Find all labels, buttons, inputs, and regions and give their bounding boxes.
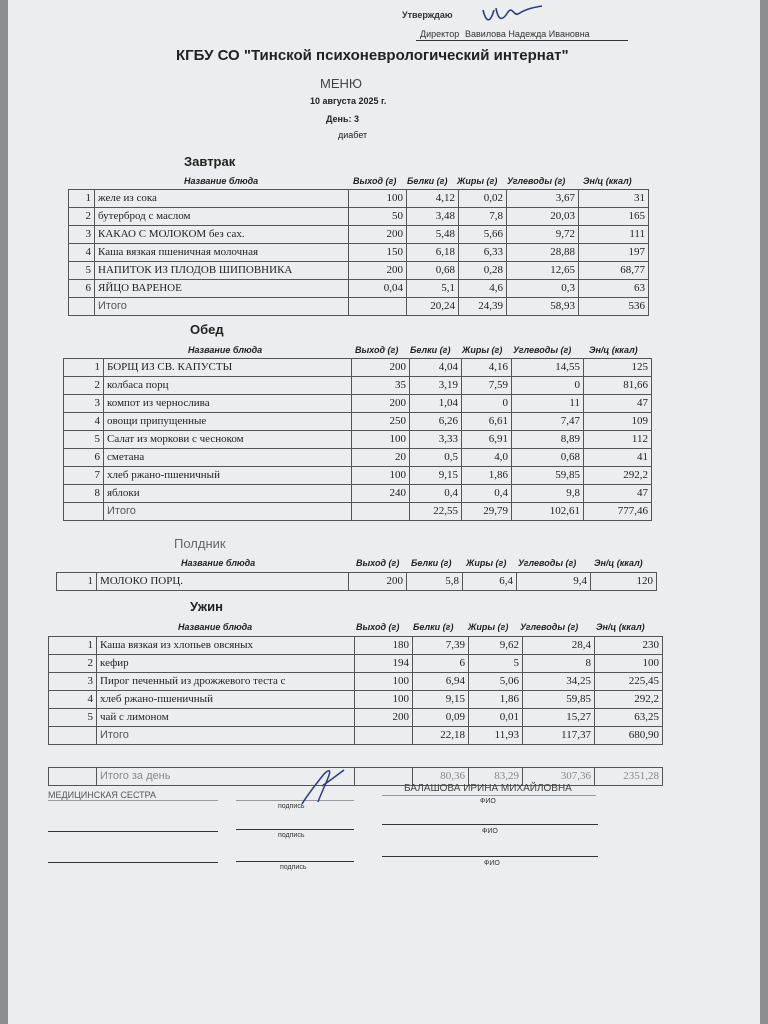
day-total-fat: 83,29: [469, 768, 523, 786]
dish-name: Каша вязкая пшеничная молочная: [95, 244, 349, 262]
table-row: [64, 413, 652, 431]
total-fat: 11,93: [469, 727, 523, 745]
menu-date: 10 августа 2025 г.: [310, 96, 387, 106]
yield-value: 100: [352, 467, 410, 485]
dish-name: овощи припущенные: [104, 413, 352, 431]
protein-value: 4,12: [407, 190, 459, 208]
fat-value: 7,8: [459, 208, 507, 226]
energy-value: 292,2: [584, 467, 652, 485]
yield-value: 100: [355, 673, 413, 691]
energy-value: 197: [579, 244, 649, 262]
table-row: [69, 226, 649, 244]
yield-value: 200: [352, 359, 410, 377]
dish-name: колбаса порц: [104, 377, 352, 395]
nurse-signature-icon: [298, 766, 348, 808]
nurse-role: МЕДИЦИНСКАЯ СЕСТРА: [48, 790, 157, 800]
protein-value: 5,48: [407, 226, 459, 244]
fat-value: 0,01: [469, 709, 523, 727]
table-row: [69, 244, 649, 262]
fat-value: 6,33: [459, 244, 507, 262]
breakfast-title: Завтрак: [184, 154, 236, 169]
fat-value: 5,06: [469, 673, 523, 691]
table-row: [64, 485, 652, 503]
yield-value: 35: [352, 377, 410, 395]
total-carbs: 102,61: [512, 503, 584, 521]
dish-name: чай с лимоном: [97, 709, 355, 727]
yield-value: 194: [355, 655, 413, 673]
carbs-value: 9,8: [512, 485, 584, 503]
carbs-value: 28,88: [507, 244, 579, 262]
yield-value: 180: [355, 637, 413, 655]
row2-name-line: [382, 824, 598, 825]
protein-value: 6,26: [410, 413, 462, 431]
snack-column-headers: Название блюда Выход (г) Белки (г) Жиры (г) Углеводы (г) Эн/ц (ккал): [181, 558, 643, 568]
breakfast-column-headers: Название блюда Выход (г) Белки (г) Жиры (г) Углеводы (г) Эн/ц (ккал): [184, 176, 632, 186]
nurse-fio-caption: ФИО: [480, 798, 496, 805]
fat-value: 4,0: [462, 449, 512, 467]
row-number: 1: [64, 359, 104, 377]
lunch-title: Обед: [190, 322, 224, 337]
dish-name: БОРЩ ИЗ СВ. КАПУСТЫ: [104, 359, 352, 377]
approval-underline: [416, 40, 628, 41]
row-number: 7: [64, 467, 104, 485]
protein-value: 5,8: [407, 573, 463, 591]
nurse-name-line: [382, 795, 596, 796]
menu-day: День: 3: [326, 114, 359, 124]
total-protein: 22,55: [410, 503, 462, 521]
carbs-value: 0,3: [507, 280, 579, 298]
dish-name: Салат из моркови с чесноком: [104, 431, 352, 449]
total-fat: 29,79: [462, 503, 512, 521]
dish-name: компот из чернослива: [104, 395, 352, 413]
row-number: 1: [57, 573, 97, 591]
document-sheet: [8, 0, 760, 1024]
total-fat: 24,39: [459, 298, 507, 316]
day-total-energy: 2351,28: [595, 768, 663, 786]
carbs-value: 0,68: [512, 449, 584, 467]
fat-value: 9,62: [469, 637, 523, 655]
protein-value: 6,18: [407, 244, 459, 262]
total-row: [69, 298, 649, 316]
table-row: [64, 431, 652, 449]
dinner-title: Ужин: [190, 599, 223, 614]
protein-value: 9,15: [413, 691, 469, 709]
protein-value: 5,1: [407, 280, 459, 298]
total-energy: 536: [579, 298, 649, 316]
yield-value: 20: [352, 449, 410, 467]
yield-value: 100: [355, 691, 413, 709]
dinner-column-headers: Название блюда Выход (г) Белки (г) Жиры (г) Углеводы (г) Эн/ц (ккал): [178, 622, 645, 632]
energy-value: 31: [579, 190, 649, 208]
dish-name: ЯЙЦО ВАРЕНОЕ: [95, 280, 349, 298]
row3-fio-caption: ФИО: [484, 860, 500, 867]
yield-value: 200: [349, 262, 407, 280]
protein-value: 7,39: [413, 637, 469, 655]
row-number: 1: [49, 637, 97, 655]
dish-name: хлеб ржано-пшеничный: [104, 467, 352, 485]
dish-name: МОЛОКО ПОРЦ.: [97, 573, 349, 591]
total-label: Итого: [104, 503, 352, 521]
dish-name: яблоки: [104, 485, 352, 503]
total-protein: 22,18: [413, 727, 469, 745]
yield-value: 200: [352, 395, 410, 413]
energy-value: 81,66: [584, 377, 652, 395]
protein-value: 3,33: [410, 431, 462, 449]
energy-value: 68,77: [579, 262, 649, 280]
energy-value: 111: [579, 226, 649, 244]
dish-name: КАКАО С МОЛОКОМ без сах.: [95, 226, 349, 244]
row-number: 6: [64, 449, 104, 467]
total-carbs: 58,93: [507, 298, 579, 316]
protein-value: 0,5: [410, 449, 462, 467]
menu-title: МЕНЮ: [320, 76, 363, 91]
carbs-value: 3,67: [507, 190, 579, 208]
yield-value: 240: [352, 485, 410, 503]
fat-value: 0,28: [459, 262, 507, 280]
energy-value: 112: [584, 431, 652, 449]
row-number: 5: [49, 709, 97, 727]
diet-label: диабет: [338, 130, 368, 140]
carbs-value: 12,65: [507, 262, 579, 280]
row2-sign-caption: подпись: [278, 832, 305, 839]
row-number: 3: [64, 395, 104, 413]
row-number: 2: [64, 377, 104, 395]
protein-value: 0,68: [407, 262, 459, 280]
protein-value: 0,4: [410, 485, 462, 503]
carbs-value: 59,85: [512, 467, 584, 485]
table-row: [64, 395, 652, 413]
table-row: [69, 262, 649, 280]
protein-value: 6: [413, 655, 469, 673]
snack-table: [56, 572, 657, 591]
row3-name-line: [382, 856, 598, 857]
energy-value: 120: [591, 573, 657, 591]
carbs-value: 59,85: [523, 691, 595, 709]
total-energy: 777,46: [584, 503, 652, 521]
carbs-value: 7,47: [512, 413, 584, 431]
total-energy: 680,90: [595, 727, 663, 745]
row3-sign-line: [236, 861, 354, 862]
day-total-protein: 80,36: [413, 768, 469, 786]
director-role: Директор: [420, 29, 460, 39]
lunch-column-headers: Название блюда Выход (г) Белки (г) Жиры (г) Углеводы (г) Эн/ц (ккал): [188, 345, 638, 355]
energy-value: 109: [584, 413, 652, 431]
table-row: [49, 691, 663, 709]
row-number: 5: [64, 431, 104, 449]
fat-value: 5,66: [459, 226, 507, 244]
carbs-value: 8: [523, 655, 595, 673]
dish-name: сметана: [104, 449, 352, 467]
yield-value: 100: [352, 431, 410, 449]
energy-value: 100: [595, 655, 663, 673]
fat-value: 6,61: [462, 413, 512, 431]
row-number: 3: [69, 226, 95, 244]
fat-value: 7,59: [462, 377, 512, 395]
energy-value: 292,2: [595, 691, 663, 709]
fat-value: 1,86: [469, 691, 523, 709]
protein-value: 0,09: [413, 709, 469, 727]
day-total-label: Итого за день: [97, 768, 355, 786]
dish-name: НАПИТОК ИЗ ПЛОДОВ ШИПОВНИКА: [95, 262, 349, 280]
nurse-role-line: [48, 800, 218, 801]
dinner-table: [48, 636, 663, 745]
row-number: 3: [49, 673, 97, 691]
yield-value: 250: [352, 413, 410, 431]
carbs-value: 11: [512, 395, 584, 413]
energy-value: 63,25: [595, 709, 663, 727]
fat-value: 6,91: [462, 431, 512, 449]
yield-value: 200: [349, 226, 407, 244]
row-number: 2: [69, 208, 95, 226]
dish-name: желе из сока: [95, 190, 349, 208]
row-number: 6: [69, 280, 95, 298]
table-row: [69, 208, 649, 226]
yield-value: 200: [349, 573, 407, 591]
energy-value: 63: [579, 280, 649, 298]
fat-value: 0,4: [462, 485, 512, 503]
energy-value: 165: [579, 208, 649, 226]
row-number: 2: [49, 655, 97, 673]
carbs-value: 9,4: [517, 573, 591, 591]
row2-fio-caption: ФИО: [482, 828, 498, 835]
yield-value: 0,04: [349, 280, 407, 298]
carbs-value: 8,89: [512, 431, 584, 449]
carbs-value: 34,25: [523, 673, 595, 691]
carbs-value: 15,27: [523, 709, 595, 727]
dish-name: Каша вязкая из хлопьев овсяных: [97, 637, 355, 655]
table-row: [49, 637, 663, 655]
table-row: [64, 449, 652, 467]
snack-title: Полдник: [174, 536, 226, 551]
energy-value: 125: [584, 359, 652, 377]
approval-label: Утверждаю: [402, 10, 453, 20]
fat-value: 0,02: [459, 190, 507, 208]
protein-value: 3,19: [410, 377, 462, 395]
yield-value: 200: [355, 709, 413, 727]
total-label: Итого: [97, 727, 355, 745]
total-row: [49, 727, 663, 745]
table-row: [64, 377, 652, 395]
protein-value: 4,04: [410, 359, 462, 377]
protein-value: 3,48: [407, 208, 459, 226]
row-number: 4: [69, 244, 95, 262]
table-row: [64, 467, 652, 485]
row-number: 4: [49, 691, 97, 709]
table-row: [69, 280, 649, 298]
total-protein: 20,24: [407, 298, 459, 316]
nurse-sign-caption: подпись: [278, 803, 305, 810]
dish-name: Пирог печенный из дрожжевого теста с: [97, 673, 355, 691]
protein-value: 6,94: [413, 673, 469, 691]
row-number: 8: [64, 485, 104, 503]
row-number: 1: [69, 190, 95, 208]
protein-value: 1,04: [410, 395, 462, 413]
organization-title: КГБУ СО "Тинской психоневрологический интернат": [176, 47, 569, 64]
table-row: [64, 359, 652, 377]
row3-role-line: [48, 862, 218, 863]
director-name: Вавилова Надежда Ивановна: [465, 29, 590, 39]
dish-name: хлеб ржано-пшеничный: [97, 691, 355, 709]
carbs-value: 9,72: [507, 226, 579, 244]
energy-value: 41: [584, 449, 652, 467]
table-row: [57, 573, 657, 591]
nurse-name: БАЛАШОВА ИРИНА МИХАЙЛОВНА: [404, 783, 572, 794]
total-carbs: 117,37: [523, 727, 595, 745]
table-row: [49, 709, 663, 727]
carbs-value: 28,4: [523, 637, 595, 655]
director-signature-icon: [478, 2, 548, 30]
energy-value: 47: [584, 485, 652, 503]
fat-value: 0: [462, 395, 512, 413]
fat-value: 5: [469, 655, 523, 673]
yield-value: 100: [349, 190, 407, 208]
fat-value: 1,86: [462, 467, 512, 485]
dish-name: кефир: [97, 655, 355, 673]
row-number: 5: [69, 262, 95, 280]
row2-role-line: [48, 831, 218, 832]
dish-name: бутерброд с маслом: [95, 208, 349, 226]
fat-value: 4,16: [462, 359, 512, 377]
row3-sign-caption: подпись: [280, 864, 307, 871]
lunch-table: [63, 358, 652, 521]
total-row: [64, 503, 652, 521]
energy-value: 230: [595, 637, 663, 655]
table-row: [49, 673, 663, 691]
yield-value: 50: [349, 208, 407, 226]
yield-value: 150: [349, 244, 407, 262]
carbs-value: 20,03: [507, 208, 579, 226]
breakfast-table: [68, 189, 649, 316]
energy-value: 47: [584, 395, 652, 413]
carbs-value: 0: [512, 377, 584, 395]
protein-value: 9,15: [410, 467, 462, 485]
fat-value: 6,4: [463, 573, 517, 591]
total-label: Итого: [95, 298, 349, 316]
fat-value: 4,6: [459, 280, 507, 298]
day-total-carbs: 307,36: [523, 768, 595, 786]
energy-value: 225,45: [595, 673, 663, 691]
carbs-value: 14,55: [512, 359, 584, 377]
table-row: [49, 655, 663, 673]
row-number: 4: [64, 413, 104, 431]
table-row: [69, 190, 649, 208]
row2-sign-line: [236, 829, 354, 830]
